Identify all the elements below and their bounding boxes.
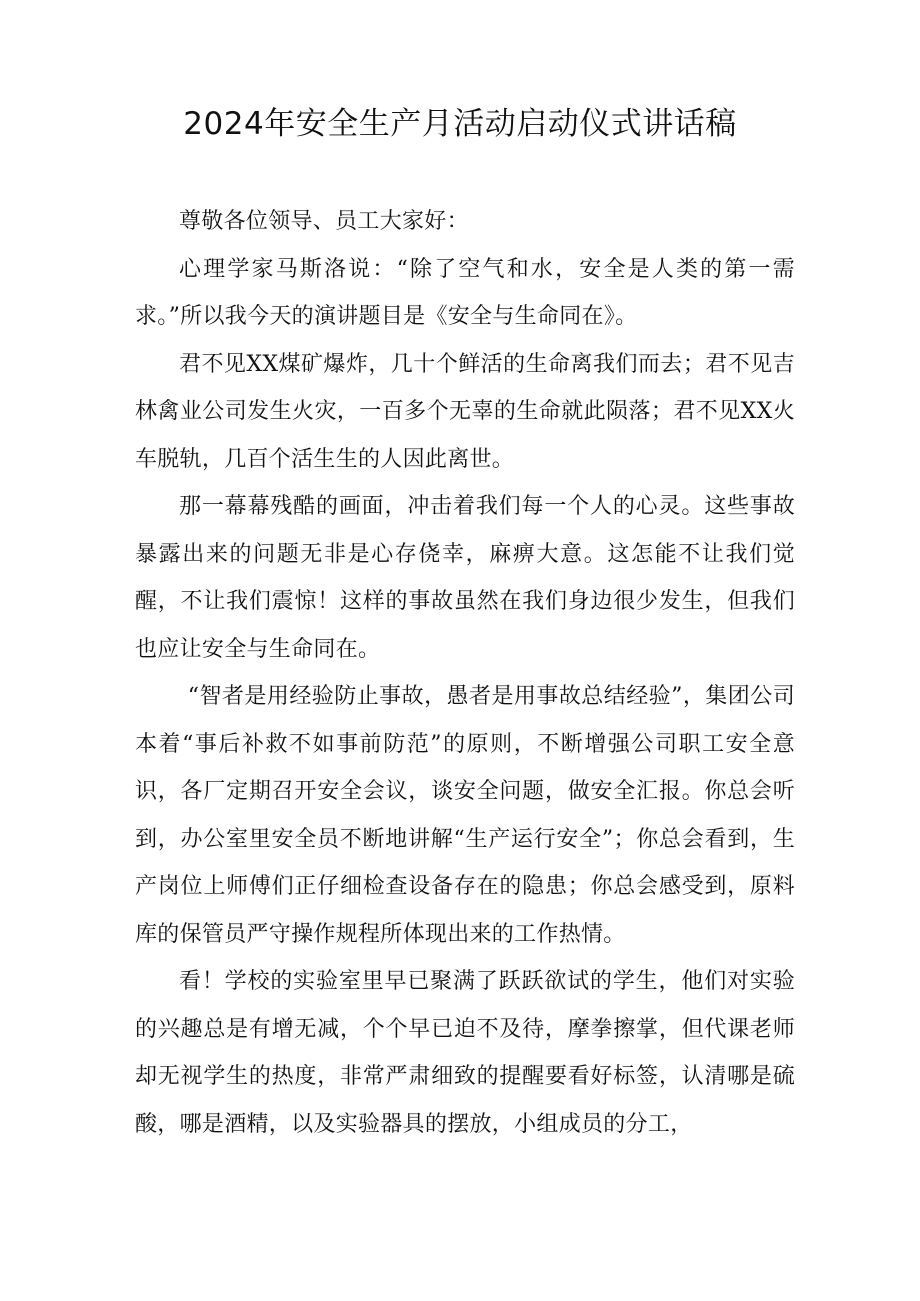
body-paragraph: 心理学家马斯洛说：“除了空气和水，安全是人类的第一需求。”所以我今天的演讲题目是《安全与生命同在》。 — [135, 256, 795, 329]
body-paragraph: “智者是用经验防止事故，愚者是用事故总结经验”，集团公司本着“事后补救不如事前防范”的原则，不断增强公司职工安全意识，各厂定期召开安全会议，谈安全问题，做安全汇报。你总会听到，办公室里安全员不断地讲解“生产运行安全”；你总会看到，生产岗位上师傅们正仔细检查设备存在的隐患；你总会感受到，原料库的保管员严守操作规程所体现出来的工作热情。 — [135, 684, 795, 947]
body-paragraph: 那一幕幕残酷的画面，冲击着我们每一个人的心灵。这些事故暴露出来的问题无非是心存侥幸，麻痹大意。这怎能不让我们觉醒，不让我们震惊！这样的事故虽然在我们身边很少发生，但我们也应让安全与生命同在。 — [135, 494, 795, 662]
document-title: 2024年安全生产月活动启动仪式讲话稿 — [183, 106, 737, 142]
body-paragraph: 看！学校的实验室里早已聚满了跃跃欲试的学生，他们对实验的兴趣总是有增无减，个个早已迫不及待，摩拳擦掌，但代课老师却无视学生的热度，非常严肃细致的提醒要看好标签，认清哪是硫酸，哪是酒精，以及实验器具的摆放，小组成员的分工， — [135, 969, 795, 1137]
document-body — [135, 198, 795, 1148]
greeting-paragraph: 尊敬各位领导、员工大家好： — [179, 209, 469, 234]
body-paragraph: 君不见XX煤矿爆炸，几十个鲜活的生命离我们而去；君不见吉林禽业公司发生火灾，一百多个无辜的生命就此陨落；君不见XX火车脱轨，几百个活生生的人因此离世。 — [135, 351, 795, 472]
